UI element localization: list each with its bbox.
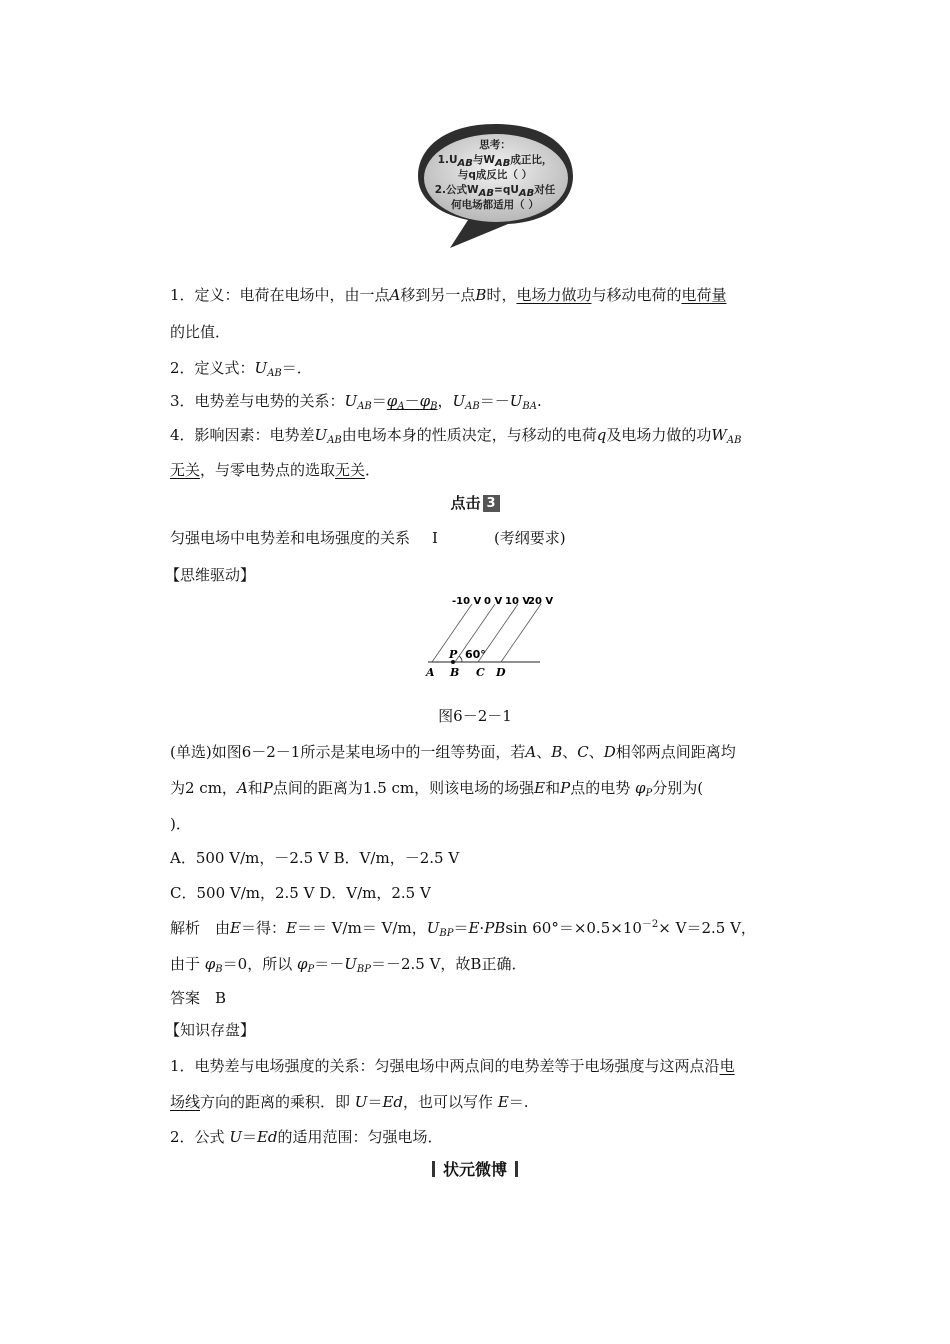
topic-level: Ⅰ: [432, 529, 438, 547]
section-knowledge: 【知识存盘】: [165, 1021, 256, 1039]
question-line-3: )．: [170, 815, 191, 833]
question-line-2: 为2 cm，A和P点间的距离为1.5 cm，则该电场的场强E和P点的电势 $\varphi_P$分别为(: [170, 779, 704, 799]
definition-4: 4．影响因素：电势差$U_{AB}$由电场本身的性质决定，与移动的电荷q及电场力做的功$W_{AB}$: [170, 426, 742, 446]
topic-title: 匀强电场中电势差和电场强度的关系: [170, 529, 411, 547]
section-heading: 点击 3: [425, 491, 525, 515]
knowledge-1-line-1: 1．电势差与电场强度的关系：匀强电场中两点间的电势差等于电场强度与这两点沿电: [170, 1057, 735, 1075]
analysis-line-2: 由于 $\varphi_B=0$，所以 $\varphi_P=-U_{BP}=-2.5$ V，故B正确．: [170, 955, 527, 975]
options-ab: A．500 V/m，－2.5 V B．V/m，－2.5 V: [170, 849, 460, 867]
knowledge-2: 2．公式 U＝Ed的适用范围：匀强电场．: [170, 1128, 443, 1146]
label-20v: 20 V: [528, 596, 554, 607]
answer: 答案 B: [170, 989, 227, 1007]
section-thinking-drive: 【思维驱动】: [165, 566, 256, 584]
label-angle: 60°: [465, 648, 486, 661]
definition-1-cont: 的比值．: [170, 323, 231, 341]
label-c: C: [476, 666, 485, 679]
question-line-1: (单选)如图6－2－1所示是某电场中的一组等势面，若A、B、C、D相邻两点间距离均: [170, 743, 736, 761]
thinking-bubble: [410, 118, 580, 253]
thinking-text: [426, 138, 564, 213]
label-minus10v: -10 V: [452, 596, 482, 607]
analysis-line-1: 解析 由E＝得：E＝＝ V/m＝ V/m，$U_{BP}=E\cdot PBsin$ $60^\circ=\times 0.5\times 10^{-2}\times V=2.5$ V，: [170, 919, 756, 939]
think-line-3: 2.公式$W_{AB}=qU_{AB}$对任: [434, 184, 556, 199]
bar-left-icon: [432, 1161, 435, 1177]
label-a: A: [426, 666, 435, 679]
topic-line: [170, 528, 810, 548]
think-title: 思考：: [479, 139, 511, 151]
label-0v: 0 V: [484, 596, 503, 607]
equipotential-diagram: [420, 590, 554, 682]
label-d: D: [496, 666, 506, 679]
bar-right-icon: [515, 1161, 518, 1177]
label-10v: 10 V: [505, 596, 531, 607]
figure-caption: 图6－2－1: [438, 707, 512, 725]
think-line-1: $1.U_{AB}$与$W_{AB}$成正比，: [437, 154, 553, 169]
options-cd: C．500 V/m，2.5 V D．V/m，2.5 V: [170, 884, 431, 902]
definition-4-cont: 无关，与零电势点的选取无关．: [170, 461, 381, 479]
definition-2: 2．定义式：$U_{AB}=$．: [170, 359, 312, 379]
section-number: 3: [483, 495, 500, 512]
topic-requirement: (考纲要求): [493, 529, 566, 547]
think-line-2: 与q成反比（ ）: [457, 169, 533, 181]
label-p: P: [449, 648, 458, 661]
angle-arc: [459, 656, 462, 662]
figure-6-2-1: [420, 590, 554, 682]
definition-3: 3．电势差与电势的关系：$U_{AB}=\varphi_A-\varphi_B$，$U_{AB}=-U_{BA}$.: [170, 392, 542, 412]
banner-heading: 状元微博: [0, 1158, 950, 1182]
definition-1: 1．定义：电荷在电场中，由一点A移到另一点B时，电场力做功与移动电荷的电荷量: [170, 286, 727, 304]
equipotential-line-4: [501, 604, 541, 662]
knowledge-1-line-2: 场线方向的距离的乘积．即 U＝Ed，也可以写作 E＝.: [170, 1093, 529, 1111]
label-b: B: [450, 666, 460, 679]
think-line-4: 何电场都适用（ ）: [451, 199, 539, 211]
